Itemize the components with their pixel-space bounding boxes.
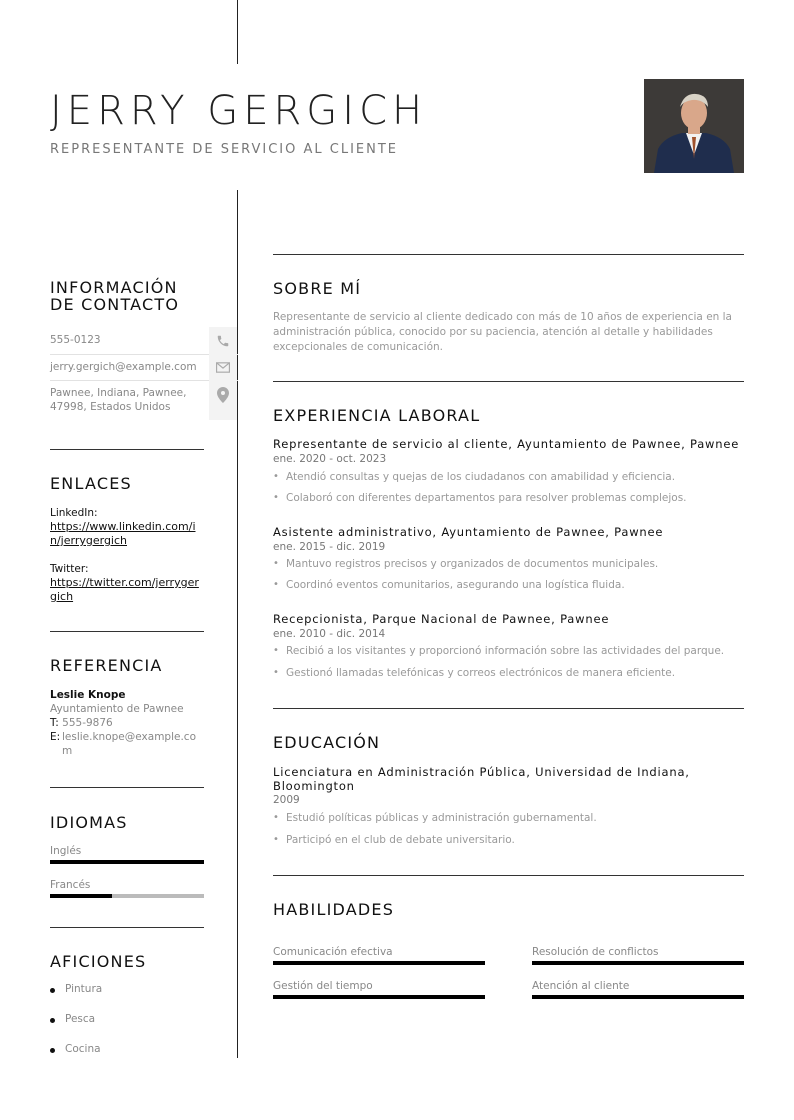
language-level-bar	[50, 860, 204, 864]
contact-phone: 555-0123	[50, 334, 101, 346]
bullet-icon	[50, 1018, 55, 1023]
job-bullet: • Atendió consultas y quejas de los ciudadanos con amabilidad y eficiencia.	[273, 471, 676, 483]
job-entry-title: Recepcionista, Parque Nacional de Pawnee, Pawnee	[273, 612, 610, 626]
reference-name: Leslie Knope	[50, 689, 126, 701]
experience-heading: EXPERIENCIA LABORAL	[273, 406, 481, 425]
contact-heading: INFORMACIÓN DE CONTACTO	[50, 278, 180, 314]
hobby-item: Pintura	[65, 983, 103, 995]
left-divider	[50, 449, 204, 450]
contact-email: jerry.gergich@example.com	[50, 361, 197, 373]
education-title: Licenciatura en Administración Pública, Universidad de Indiana, Bloomington	[273, 765, 690, 793]
reference-phone: 555-9876	[62, 717, 113, 729]
main-divider-line	[237, 190, 238, 1058]
skill-name: Atención al cliente	[532, 980, 630, 992]
job-bullet: • Mantuvo registros precisos y organizados de documentos municipales.	[273, 558, 659, 570]
candidate-name: JERRY GERGICH	[50, 88, 428, 134]
skill-name: Resolución de conflictos	[532, 946, 659, 958]
language-name: Inglés	[50, 845, 82, 857]
section-divider	[273, 381, 744, 382]
job-entry-title: Representante de servicio al cliente, Ayuntamiento de Pawnee, Pawnee	[273, 437, 740, 451]
reference-email-row: E: leslie.knope@example.co m	[50, 730, 205, 758]
job-bullet: • Recibió a los visitantes y proporcionó información sobre las actividades del parque.	[273, 645, 725, 657]
contact-icon-strip	[209, 327, 237, 420]
left-divider	[50, 631, 204, 632]
skill-level-bar	[273, 995, 485, 999]
left-divider	[50, 927, 204, 928]
twitter-label: Twitter:	[50, 563, 89, 575]
job-bullet: • Colaboró con diferentes departamentos para resolver problemas complejos.	[273, 492, 687, 504]
job-title-subtitle: REPRESENTANTE DE SERVICIO AL CLIENTE	[50, 142, 399, 157]
reference-phone-row: T: 555-9876	[50, 717, 113, 729]
linkedin-label: LinkedIn:	[50, 507, 98, 519]
language-level-bar	[50, 894, 204, 898]
about-heading: SOBRE MÍ	[273, 279, 362, 298]
contact-address: Pawnee, Indiana, Pawnee, 47998, Estados Unidos	[50, 387, 187, 413]
skill-name: Gestión del tiempo	[273, 980, 373, 992]
reference-block	[50, 688, 205, 758]
job-entry-title: Asistente administrativo, Ayuntamiento de Pawnee, Pawnee	[273, 525, 664, 539]
location-pin-icon	[217, 380, 229, 410]
education-bullet: • Estudió políticas públicas y administración gubernamental.	[273, 812, 597, 824]
left-divider	[50, 787, 204, 788]
job-entry-dates: ene. 2015 - dic. 2019	[273, 541, 386, 553]
linkedin-link[interactable]: https://www.linkedin.com/i n/jerrygergich	[50, 520, 196, 547]
links-heading: ENLACES	[50, 474, 132, 493]
job-entry-dates: ene. 2010 - dic. 2014	[273, 628, 386, 640]
skill-level-bar	[532, 995, 744, 999]
reference-email: leslie.knope@example.co m	[62, 731, 196, 757]
twitter-link[interactable]: https://twitter.com/jerryger gich	[50, 576, 199, 603]
education-year: 2009	[273, 794, 300, 806]
hobby-item: Cocina	[65, 1043, 101, 1055]
section-divider	[273, 875, 744, 876]
job-bullet: • Gestionó llamadas telefónicas y correos electrónicos de manera eficiente.	[273, 667, 676, 679]
language-name: Francés	[50, 879, 91, 891]
phone-icon	[216, 327, 230, 354]
languages-heading: IDIOMAS	[50, 813, 128, 832]
skill-level-bar	[532, 961, 744, 965]
job-bullet: • Coordinó eventos comunitarios, asegurando una logística fluida.	[273, 579, 625, 591]
profile-photo	[644, 79, 744, 173]
reference-org: Ayuntamiento de Pawnee	[50, 703, 184, 715]
job-entry-dates: ene. 2020 - oct. 2023	[273, 453, 387, 465]
top-divider-line	[237, 0, 238, 64]
hobby-item: Pesca	[65, 1013, 96, 1025]
education-bullet: • Participó en el club de debate universitario.	[273, 834, 515, 846]
bullet-icon	[50, 1048, 55, 1053]
envelope-icon	[216, 354, 230, 380]
skill-name: Comunicación efectiva	[273, 946, 393, 958]
reference-heading: REFERENCIA	[50, 656, 163, 675]
education-heading: EDUCACIÓN	[273, 733, 381, 752]
linkedin-block	[50, 506, 205, 548]
hobbies-heading: AFICIONES	[50, 952, 147, 971]
about-text: Representante de servicio al cliente dedicado con más de 10 años de experiencia en la administración pública, conocido por su paciencia, atención al detalle y habilidades excepcionales de comunicación.	[273, 311, 732, 353]
section-divider	[273, 708, 744, 709]
skills-heading: HABILIDADES	[273, 900, 395, 919]
twitter-block	[50, 562, 205, 604]
skill-level-bar	[273, 961, 485, 965]
section-divider	[273, 254, 744, 255]
bullet-icon	[50, 988, 55, 993]
